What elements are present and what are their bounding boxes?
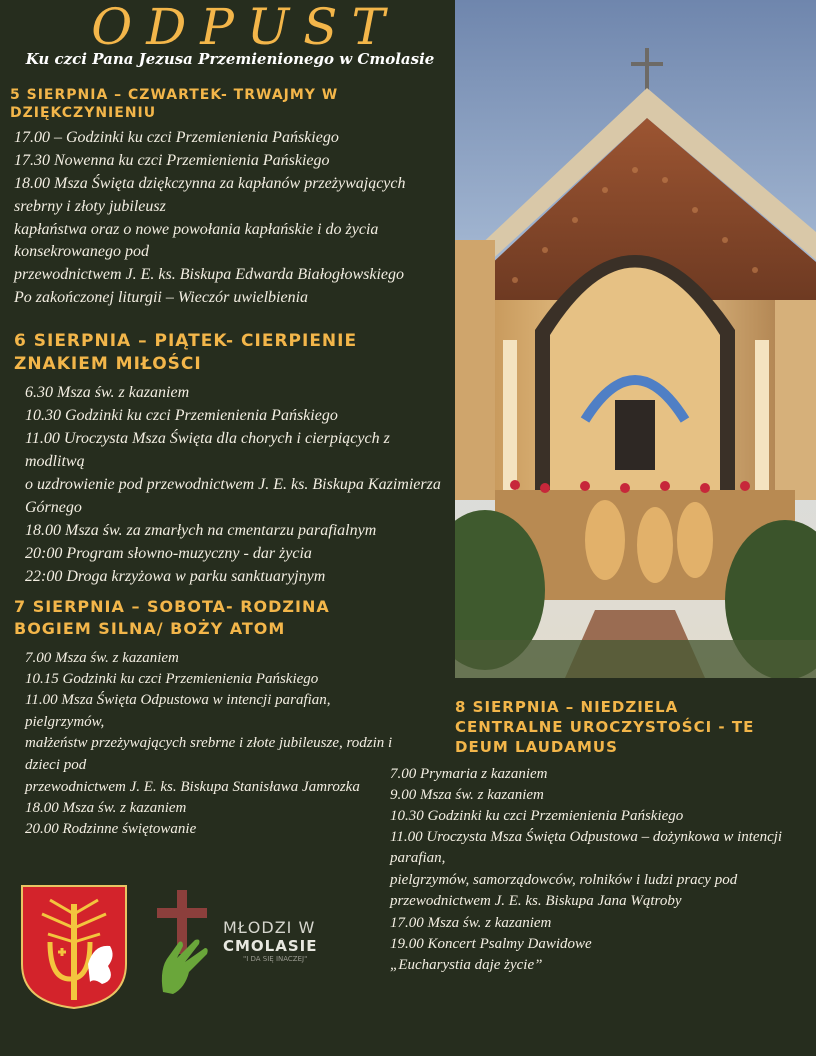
heading-line: BOGIEM SILNA/ BOŻY ATOM [14,619,286,638]
schedule-item: 10.15 Godzinki ku czci Przemienienia Pańskiego [25,671,319,687]
schedule-item: 11.00 Uroczysta Msza Święta Odpustowa – dożynkowa w intencji [390,829,783,845]
schedule-item: 17.00 Msza św. z kazaniem [390,915,552,931]
schedule-item: „Eucharystia daje życie” [390,957,543,973]
church-illustration [455,0,816,678]
schedule-item: pielgrzymów, [25,714,105,730]
logo-line-1: MŁODZI W [223,918,316,937]
schedule-item: konsekrowanego pod [14,243,149,260]
schedule-item: kapłaństwa oraz o nowe powołania kapłańskie i do życia [14,221,379,238]
schedule-item: przewodnictwem J. E. ks. Biskupa Edwarda Białogłowskiego [14,266,405,283]
schedule-item: przewodnictwem J. E. ks. Biskupa Stanisława Jamrozka [25,779,360,795]
schedule-item: 11.00 Msza Święta Odpustowa w intencji parafian, [25,692,331,708]
heading-line: DEUM LAUDAMUS [455,738,618,756]
schedule-item: Po zakończonej liturgii – Wieczór uwielbienia [14,289,309,306]
schedule-item: 17.30 Nowenna ku czci Przemienienia Pańskiego [14,152,330,169]
day-2-heading [14,330,357,376]
schedule-item: przewodnictwem J. E. ks. Biskupa Jana Wątroby [390,893,682,909]
schedule-item: 20.00 Rodzinne świętowanie [25,821,197,837]
schedule-item: 7.00 Prymaria z kazaniem [390,766,548,782]
heading-line: 7 SIERPNIA – SOBOTA- RODZINA [14,597,330,616]
schedule-item: o uzdrowienie pod przewodnictwem J. E. ks. Biskupa Kazimierza [25,476,441,493]
heading-line: CENTRALNE UROCZYSTOŚCI - TE [455,718,755,736]
schedule-item: 7.00 Msza św. z kazaniem [25,650,179,666]
day-3-heading [14,596,330,640]
schedule-item: modlitwą [25,453,85,470]
schedule-item: 22:00 Droga krzyżowa w parku sanktuaryjnym [25,568,326,585]
heading-line: 6 SIERPNIA – PIĄTEK- CIERPIENIE [14,331,358,351]
schedule-item: Górnego [25,499,82,516]
church-photo [455,0,816,678]
schedule-item: 10.30 Godzinki ku czci Przemienienia Pańskiego [390,808,684,824]
schedule-item: 10.30 Godzinki ku czci Przemienienia Pańskiego [25,407,338,424]
event-subtitle: Ku czci Pana Jezusa Przemienionego w Cmolasie [25,50,435,68]
mlodzi-logo-text [223,918,317,963]
event-title: ODPUST [91,0,399,56]
schedule-item: 11.00 Uroczysta Msza Święta dla chorych i cierpiących z [25,430,390,447]
day-4-heading [455,697,754,757]
schedule-item: 18.00 Msza Święta dziękczynna za kapłanów przeżywających [14,175,406,192]
schedule-item: dzieci pod [25,757,87,773]
logo-tagline: "I DA SIĘ INACZEJ" [243,955,308,963]
day-1-heading [10,86,338,122]
schedule-item: 19.00 Koncert Psalmy Dawidowe [390,936,592,952]
logo-line-2: CMOLASIE [223,937,318,955]
cross-hand-logo-icon [155,888,215,998]
schedule-item: 6.30 Msza św. z kazaniem [25,384,190,401]
schedule-item: 20:00 Program słowno-muzyczny - dar życia [25,545,312,562]
coat-of-arms-icon [20,884,128,1010]
schedule-item: srebrny i złoty jubileusz [14,198,166,215]
heading-line: 5 SIERPNIA – CZWARTEK- TRWAJMY W [10,87,339,103]
schedule-item: małżeństw przeżywających srebrne i złote jubileusze, rodzin i [25,735,393,751]
schedule-item: 9.00 Msza św. z kazaniem [390,787,544,803]
schedule-item: parafian, [390,850,446,866]
heading-line: ZNAKIEM MIŁOŚCI [14,354,202,374]
schedule-item: 18.00 Msza św. za zmarłych na cmentarzu parafialnym [25,522,377,539]
heading-line: 8 SIERPNIA – NIEDZIELA [455,698,679,716]
schedule-item: pielgrzymów, samorządowców, rolników i ludzi pracy pod [390,872,738,888]
schedule-item: 18.00 Msza św. z kazaniem [25,800,187,816]
heading-line: DZIĘKCZYNIENIU [10,105,157,121]
schedule-item: 17.00 – Godzinki ku czci Przemienienia Pańskiego [14,129,339,146]
